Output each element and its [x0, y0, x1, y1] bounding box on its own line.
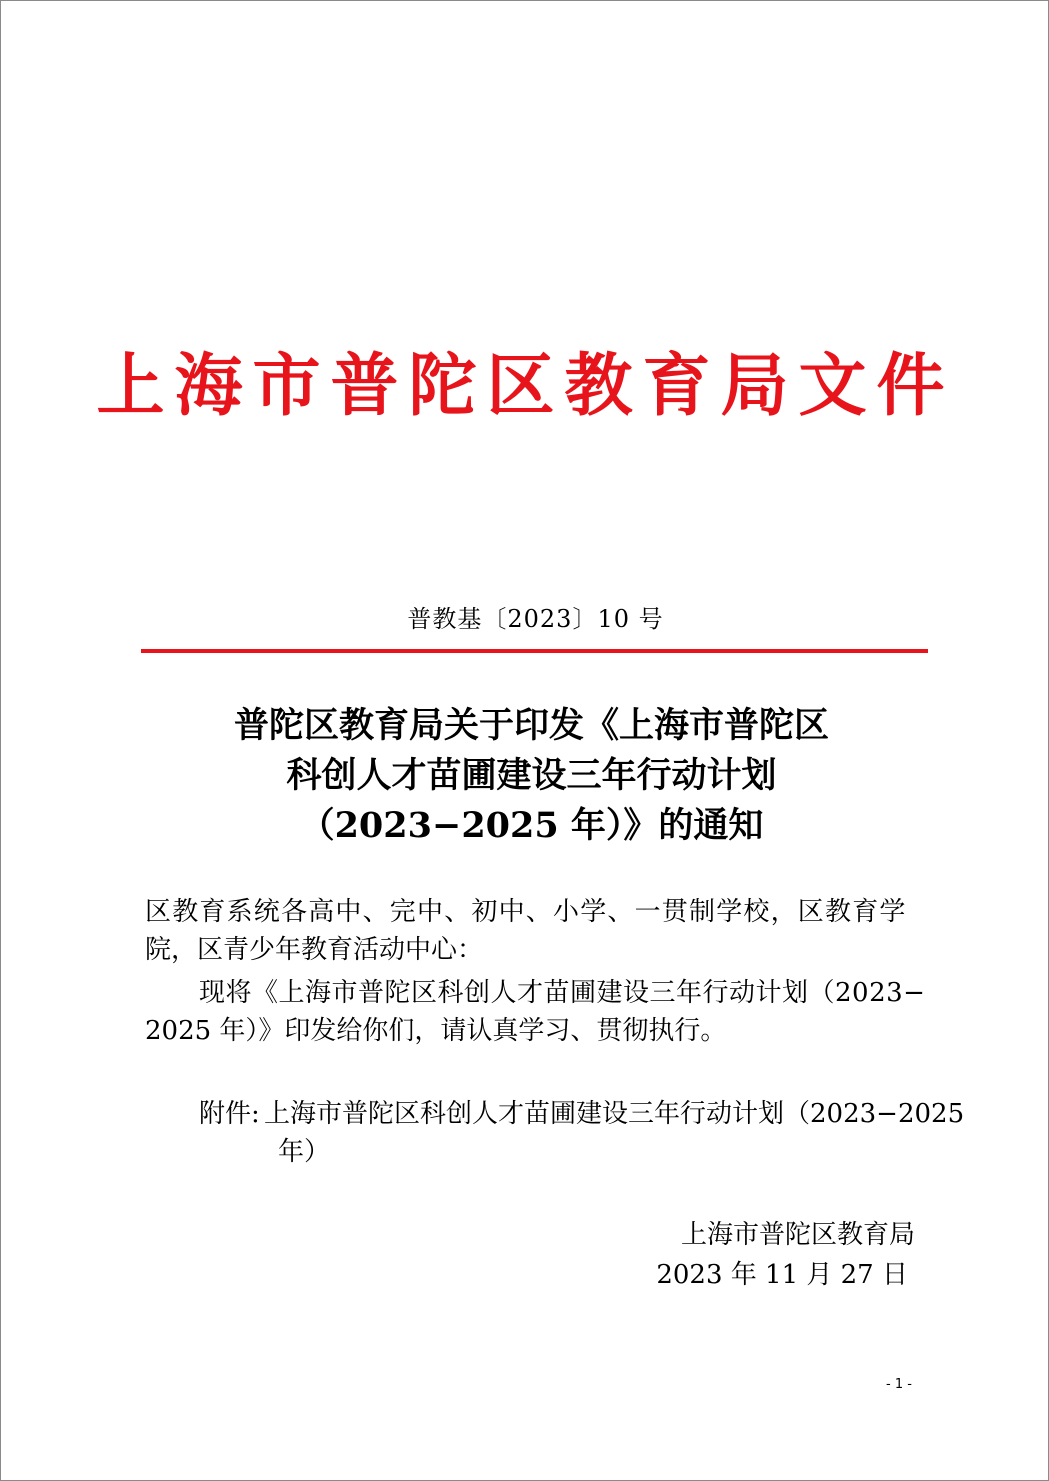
document-number: 普教基〔2023〕10 号	[407, 605, 664, 633]
notice-title-line-3: （2023−2025 年）》的通知	[299, 805, 764, 846]
paragraph-line-2: 2025 年）》印发给你们，请认真学习、贯彻执行。	[145, 1016, 727, 1046]
attachment-label: 附件:	[199, 1099, 260, 1129]
masthead-title: 上海市普陀区教育局文件	[96, 346, 955, 426]
signing-organization: 上海市普陀区教育局	[680, 1220, 915, 1250]
signing-date: 2023 年 11 月 27 日	[656, 1260, 908, 1290]
attachment-line-2: 年）	[278, 1137, 331, 1167]
addressee-line-1: 区教育系统各高中、完中、初中、小学、一贯制学校，区教育学	[145, 897, 907, 927]
page-number: - 1 -	[886, 1377, 912, 1392]
addressee-line-2: 院，区青少年教育活动中心：	[145, 935, 484, 965]
red-divider-line	[141, 649, 928, 653]
attachment-line-1: 上海市普陀区科创人才苗圃建设三年行动计划（2023−2025	[264, 1099, 965, 1129]
notice-title-line-1: 普陀区教育局关于印发《上海市普陀区	[233, 705, 829, 746]
paragraph-line-1: 现将《上海市普陀区科创人才苗圃建设三年行动计划（2023−	[199, 978, 926, 1008]
notice-title-line-2: 科创人才苗圃建设三年行动计划	[286, 755, 777, 796]
